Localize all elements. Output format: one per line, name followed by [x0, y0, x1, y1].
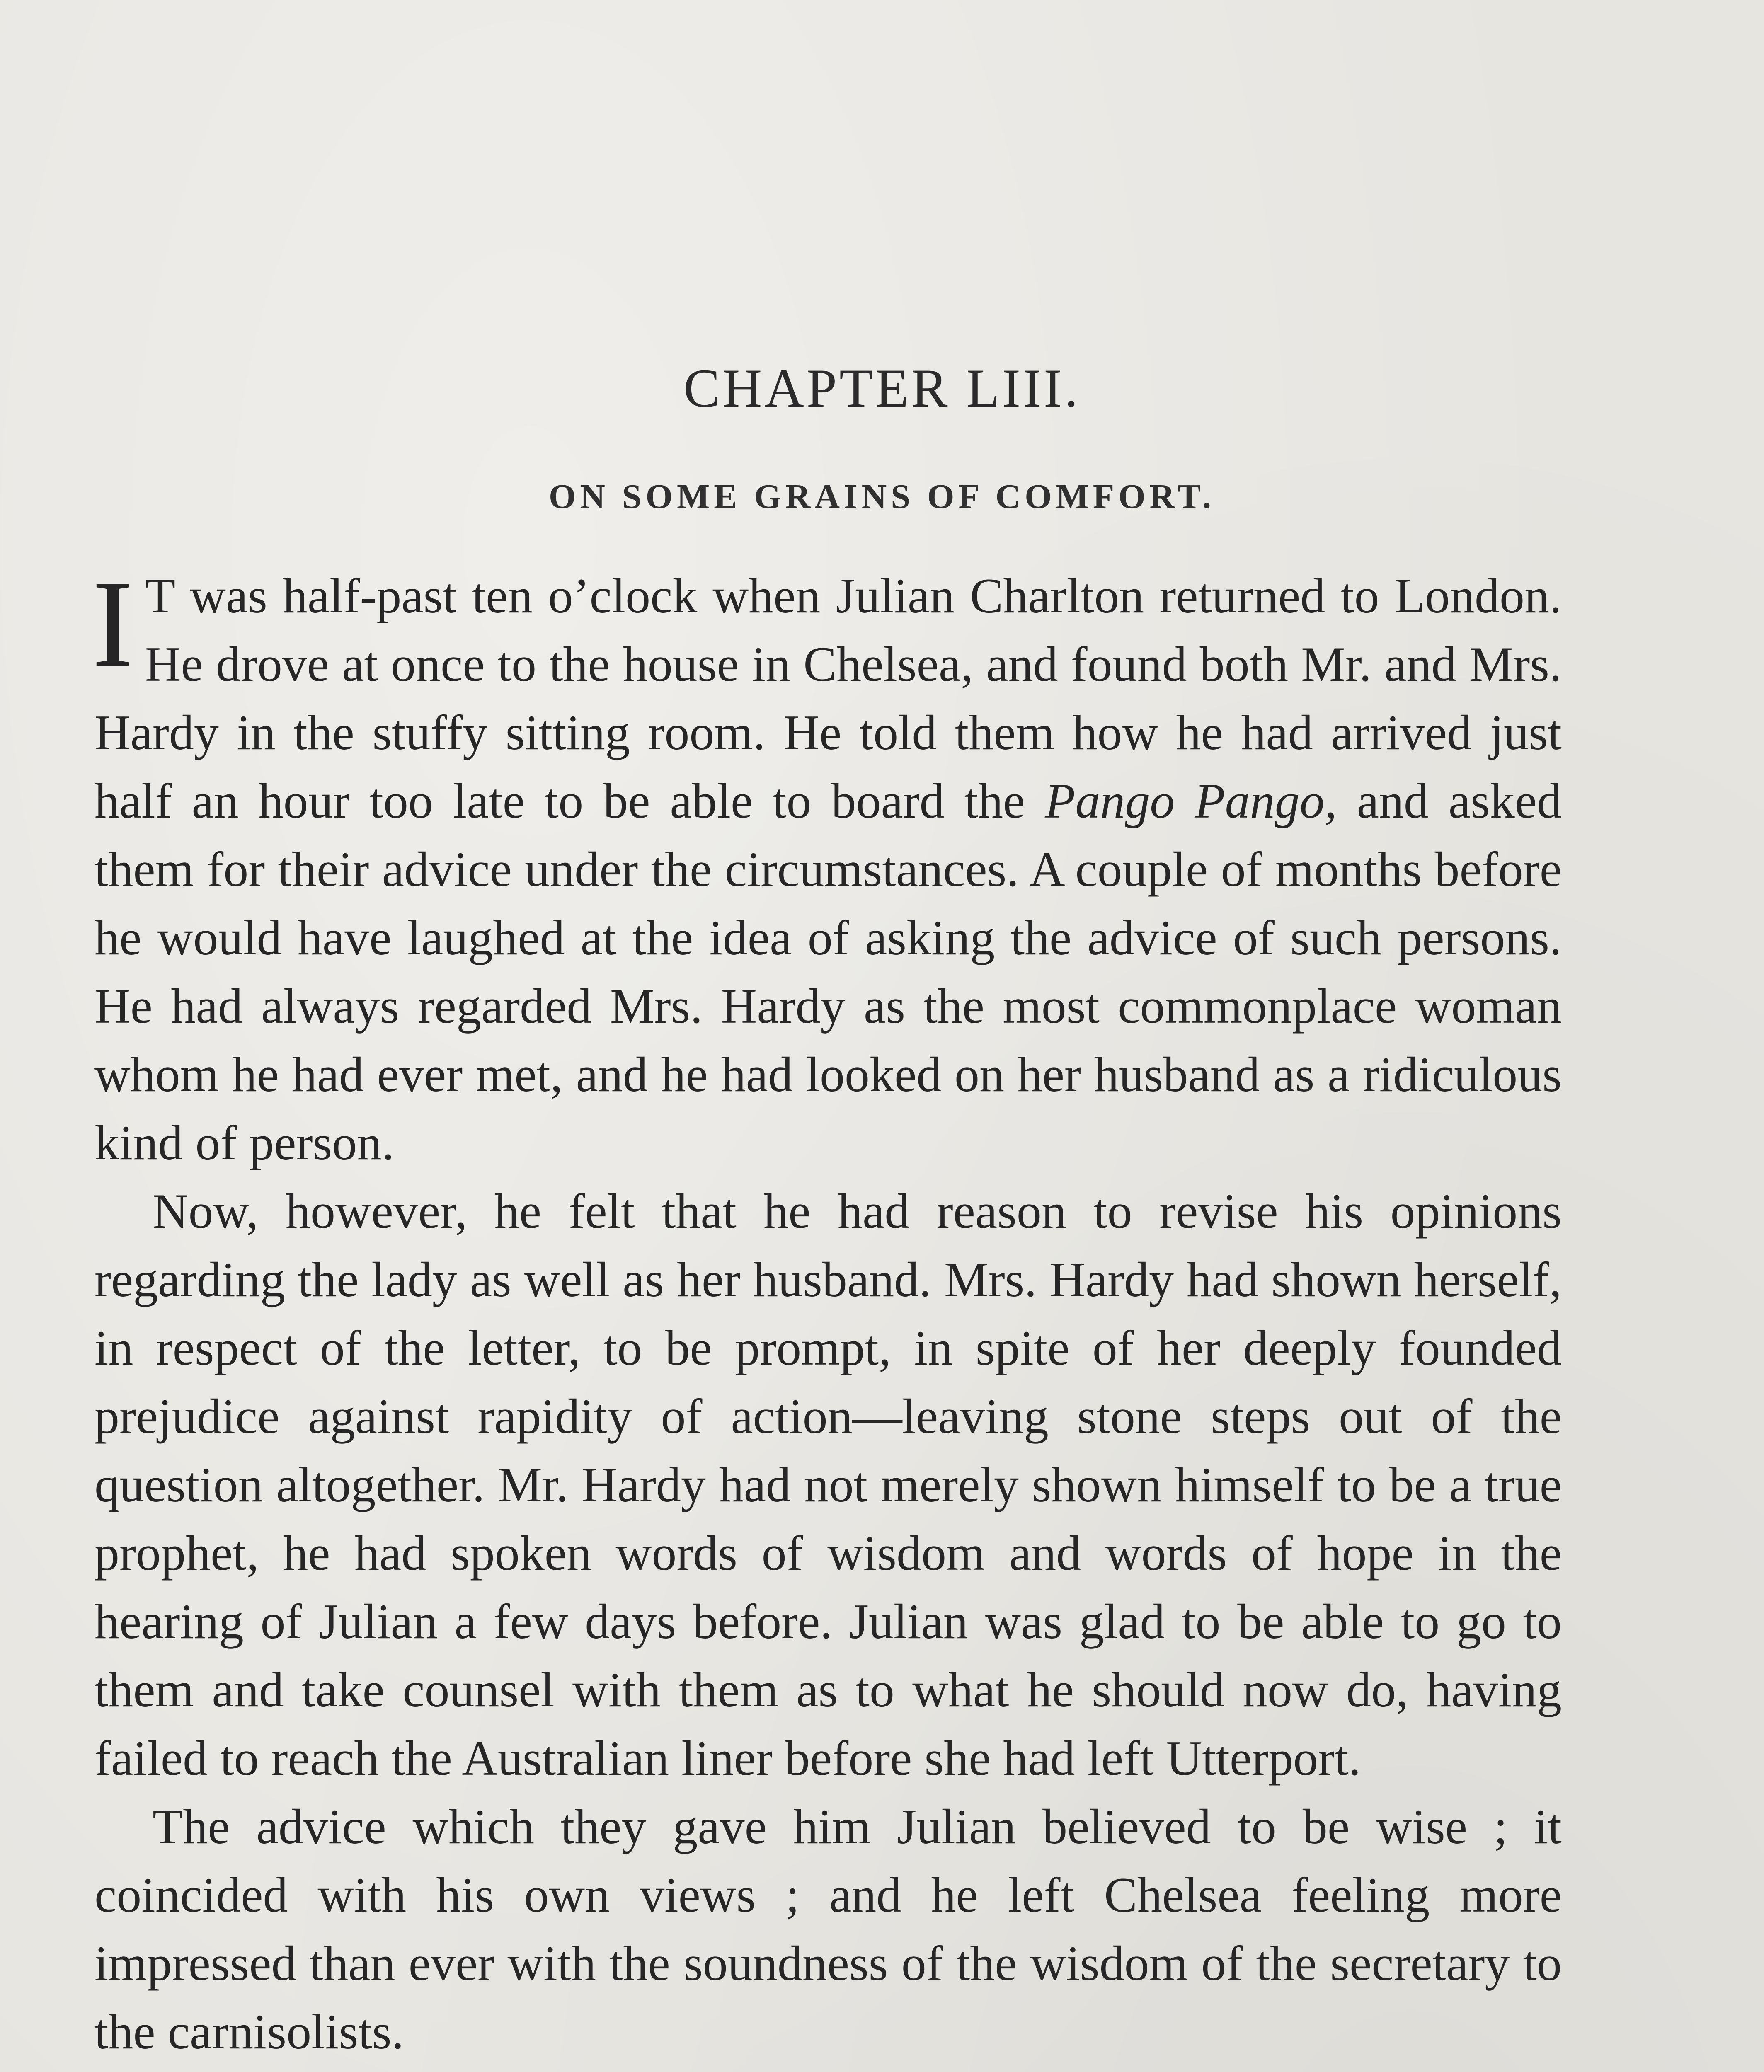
paragraph-1-text: T was half-past ten o’clock when Julian Charlton returned to London. He drove at once to the house in Chelsea, and found both Mr. and Mrs. Hardy in the stuffy sitting room. He told them how he had arrived just half an hour too late to be able to board the: [94, 568, 1562, 828]
chapter-title: CHAPTER LIII.: [683, 358, 1081, 419]
paragraph-1: [92, 555, 1562, 1177]
paragraph-4: [94, 2066, 1562, 2072]
ship-name: Pango Pango,: [1045, 773, 1337, 828]
paragraph-3: The advice which they gave him Julian believed to be wise ; it coincided with his own views ; and he left Chelsea feeling more impressed than ever with the soundness of the wisdom of the secretary to the carnisolists.: [94, 1799, 1562, 2059]
drop-cap: I: [92, 555, 133, 692]
paragraph-1-text-rest: and asked them for their advice under the circumstances. A couple of months before he would have laughed at the idea of asking the advice of such persons. He had always regarded Mrs. Hardy as the most commonplace woman whom he had ever met, and he had looked on her husband as a ridiculous kind of person.: [94, 773, 1562, 1170]
paragraph-2: Now, however, he felt that he had reason to revise his opinions regarding the lady as well as her husband. Mrs. Hardy had shown herself, in respect of the letter, to be prompt, in spite of her deeply founded prejudice against rapidity of action—leaving stone steps out of the question altogether. Mr. Hardy had not merely shown himself to be a true prophet, he had spoken words of wisdom and words of hope in the hearing of Julian a few days before. Julian was glad to be able to go to them and take counsel with them as to what he should now do, having failed to reach the Australian liner before she had left Utterport.: [94, 1184, 1562, 1786]
body-text: [92, 555, 1562, 2072]
chapter-subtitle: ON SOME GRAINS OF COMFORT.: [548, 477, 1216, 516]
